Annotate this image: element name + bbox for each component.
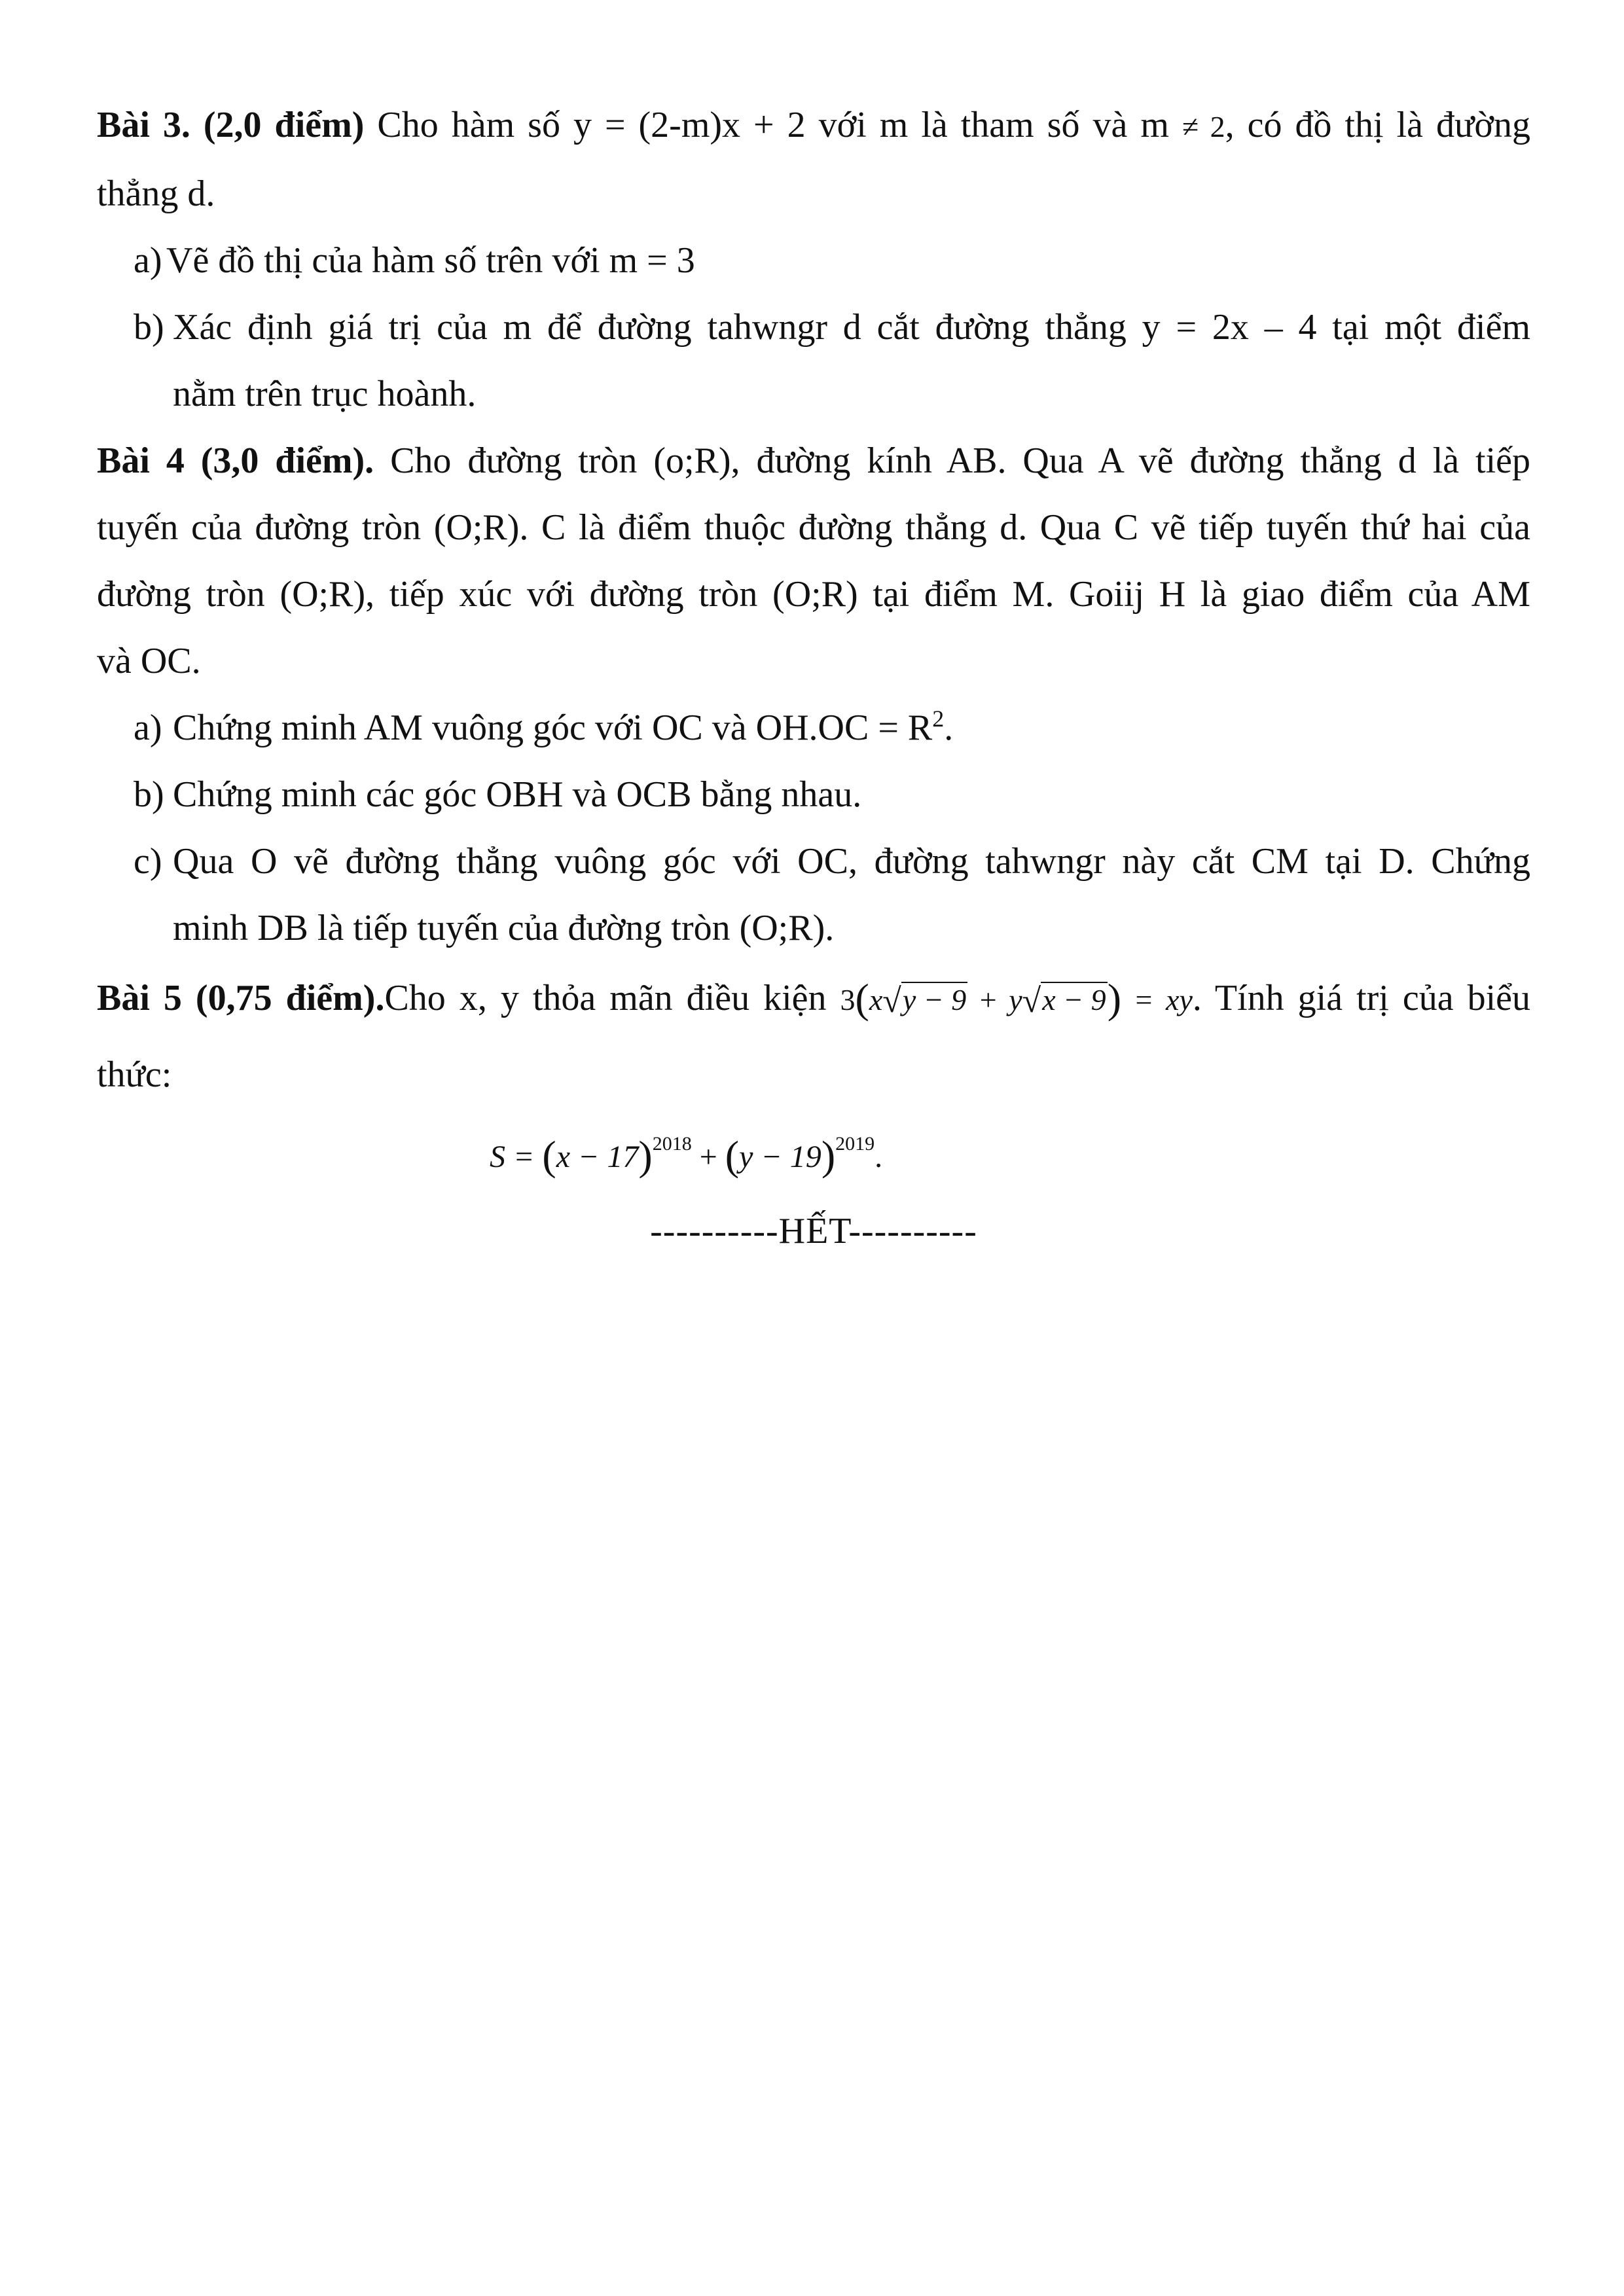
exam-page: [97, 92, 1530, 1265]
condition-equation: 3(x√y − 9 + y√x − 9) = xy: [840, 983, 1193, 1016]
problem-5-line-2: thức:: [97, 1054, 172, 1095]
problem-3-item-b-cont: nằm trên trục hoành.: [173, 374, 477, 414]
problem-4-item-b: b) Chứng minh các góc OBH và OCB bằng nhau.: [134, 774, 862, 815]
problem-5: [97, 961, 1530, 1195]
problem-4-item-c: c) Qua O vẽ đường thẳng vuông góc với OC, đường tahwngr này cắt CM tại D. Chứng: [134, 841, 1530, 882]
problem-3-item-b: b) Xác định giá trị của m để đường tahwngr d cắt đường thẳng y = 2x – 4 tại một điểm: [134, 307, 1530, 348]
sqrt-x-minus-9: √x − 9: [1022, 982, 1106, 1020]
problem-4-heading: Bài 4 (3,0 điểm).: [97, 440, 374, 481]
problem-3-line-2: thẳng d.: [97, 173, 215, 214]
expression-S: $S = (x - 17)^{2018} + (y - 19)^{2019}$.: [490, 1132, 883, 1179]
problem-3-line-1: Bài 3. (2,0 điểm) Cho hàm số y = (2-m)x + 2 với m là tham số và m ≠ 2, có đồ thị là đường: [97, 105, 1530, 145]
neq-symbol: ≠ 2: [1182, 110, 1225, 143]
problem-4-item-c-cont: minh DB là tiếp tuyến của đường tròn (O;R).: [173, 908, 835, 948]
problem-3: [97, 92, 1530, 427]
problem-5-heading: Bài 5 (0,75 điểm).: [97, 978, 385, 1018]
problem-4-line-1: Bài 4 (3,0 điểm). Cho đường tròn (o;R), đường kính AB. Qua A vẽ đường thẳng d là tiếp: [97, 440, 1530, 481]
problem-4: [97, 427, 1530, 961]
problem-3-item-a: a) Vẽ đồ thị của hàm số trên với m = 3: [134, 240, 695, 281]
end-marker: ----------HẾT----------: [650, 1211, 977, 1251]
problem-4-line-3: đường tròn (O;R), tiếp xúc với đường tròn (O;R) tại điểm M. Goiij H là giao điểm của AM: [97, 574, 1530, 615]
problem-4-line-4: và OC.: [97, 641, 201, 681]
problem-4-line-2: tuyến của đường tròn (O;R). C là điểm thuộc đường thẳng d. Qua C vẽ tiếp tuyến thứ hai của: [97, 507, 1530, 548]
sqrt-y-minus-9: √y − 9: [882, 982, 967, 1020]
problem-4-item-a: a) Chứng minh AM vuông góc với OC và $OH.OC = R^2$.: [134, 706, 954, 748]
problem-5-line-1: Bài 5 (0,75 điểm).Cho x, y thỏa mãn điều kiện 3(x√y − 9 + y√x − 9) = xy. Tính giá trị của biểu: [97, 961, 1530, 1038]
problem-3-heading: Bài 3. (2,0 điểm): [97, 105, 365, 145]
